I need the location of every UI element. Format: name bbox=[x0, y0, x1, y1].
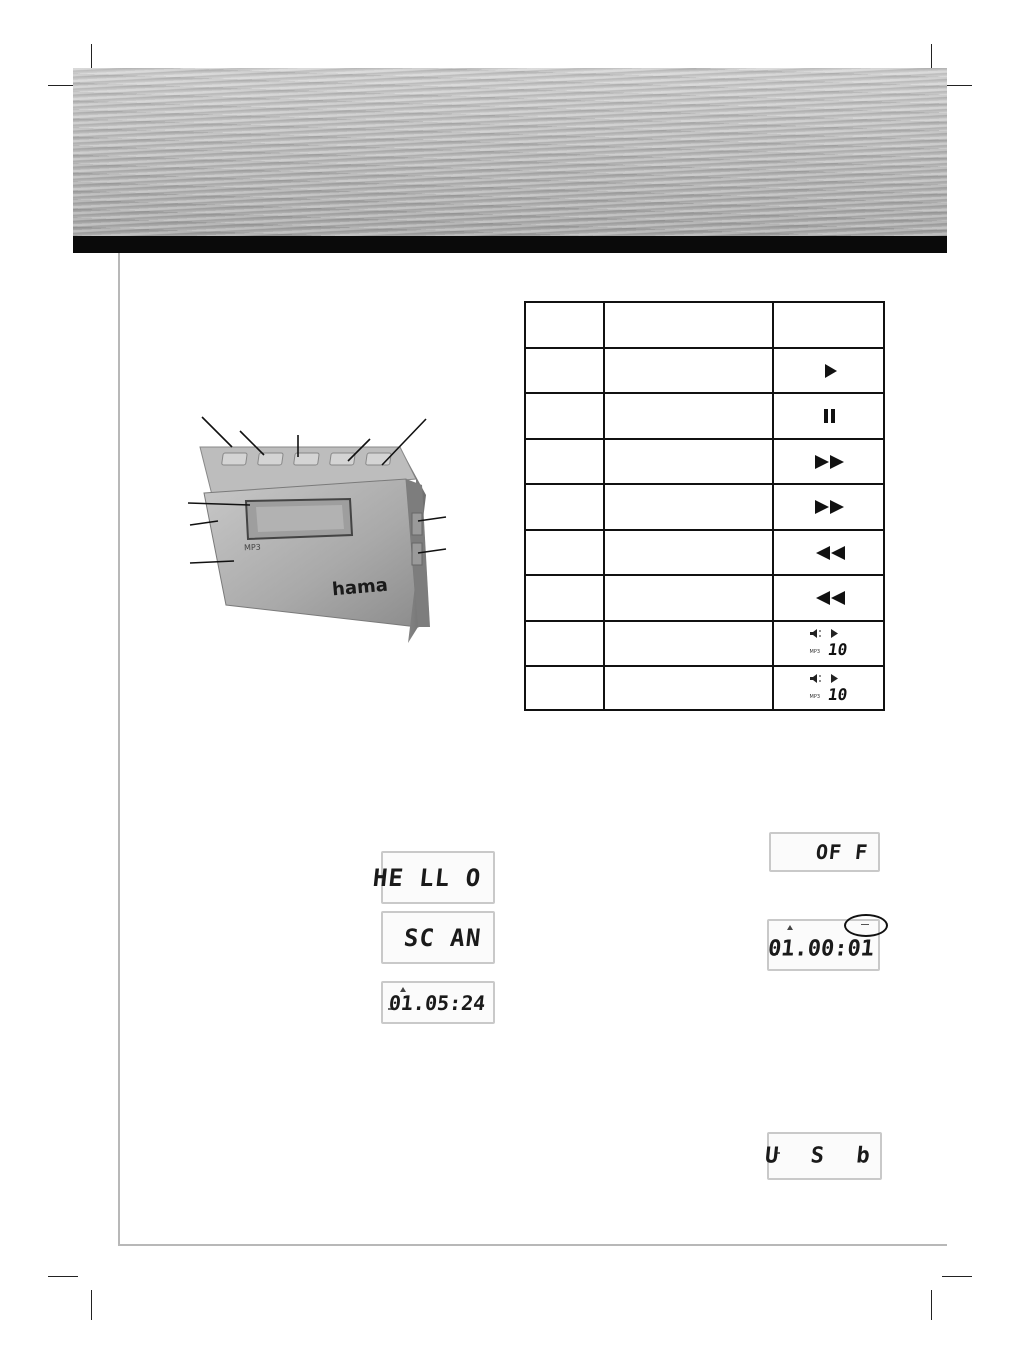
lcd-display-scan bbox=[381, 911, 495, 964]
lcd-text: 01.05:24 bbox=[387, 990, 487, 1015]
page-frame-bottom bbox=[118, 1244, 947, 1246]
highlight-circle bbox=[844, 914, 888, 937]
table-column-divider bbox=[603, 303, 605, 709]
lcd-display-off bbox=[769, 832, 880, 872]
lcd-display-hello bbox=[371, 851, 495, 904]
play-indicator bbox=[787, 925, 793, 930]
crop-mark bbox=[931, 1290, 932, 1320]
highlight-mark bbox=[861, 924, 869, 925]
volume-display-icon bbox=[804, 627, 856, 661]
crop-mark bbox=[48, 1276, 78, 1277]
side-button bbox=[412, 513, 422, 535]
rewind-icon bbox=[813, 589, 847, 607]
lcd-text: 01.00:01 bbox=[766, 936, 876, 962]
crop-mark bbox=[931, 44, 932, 70]
volume-value: 10 bbox=[826, 685, 849, 704]
volume-display-icon bbox=[804, 672, 856, 706]
lcd-text: U S b bbox=[763, 1143, 874, 1169]
lcd-display-usb bbox=[763, 1132, 882, 1180]
pause-icon bbox=[821, 407, 839, 425]
device-model-label: MP3 bbox=[243, 542, 261, 553]
top-button bbox=[222, 453, 248, 465]
page-frame-left bbox=[118, 253, 120, 1245]
table-row bbox=[774, 576, 885, 620]
table-row bbox=[774, 349, 885, 392]
speaker-icon bbox=[810, 674, 822, 683]
play-icon bbox=[821, 362, 839, 380]
table-row bbox=[774, 531, 885, 574]
top-button bbox=[330, 453, 356, 465]
side-button bbox=[412, 543, 422, 565]
lcd-text: SC AN bbox=[402, 923, 483, 952]
device-illustration bbox=[160, 405, 460, 665]
header-banner bbox=[73, 68, 947, 236]
symbol-table bbox=[524, 301, 885, 711]
mp3-tag: MP3 bbox=[809, 648, 821, 655]
header-bar bbox=[73, 236, 947, 253]
table-row bbox=[774, 667, 885, 711]
lcd-text: OF F bbox=[814, 840, 870, 864]
lcd-text: HE LL O bbox=[371, 863, 483, 892]
rewind-icon bbox=[813, 544, 847, 562]
crop-mark bbox=[91, 44, 92, 70]
table-row bbox=[774, 622, 885, 665]
table-row bbox=[774, 440, 885, 483]
speaker-icon bbox=[810, 629, 822, 638]
mp3-tag: MP3 bbox=[809, 694, 821, 700]
lcd-display-time-left bbox=[381, 981, 495, 1024]
top-button bbox=[258, 453, 284, 465]
play-icon bbox=[830, 629, 838, 638]
hama-logo: hama bbox=[331, 574, 389, 601]
crop-mark bbox=[91, 1290, 92, 1320]
volume-value: 10 bbox=[826, 639, 849, 659]
play-icon bbox=[830, 674, 838, 683]
crop-mark bbox=[942, 1276, 972, 1277]
fast-forward-icon bbox=[813, 498, 847, 516]
fast-forward-icon bbox=[813, 453, 847, 471]
table-row bbox=[774, 485, 885, 529]
table-row bbox=[774, 394, 885, 438]
